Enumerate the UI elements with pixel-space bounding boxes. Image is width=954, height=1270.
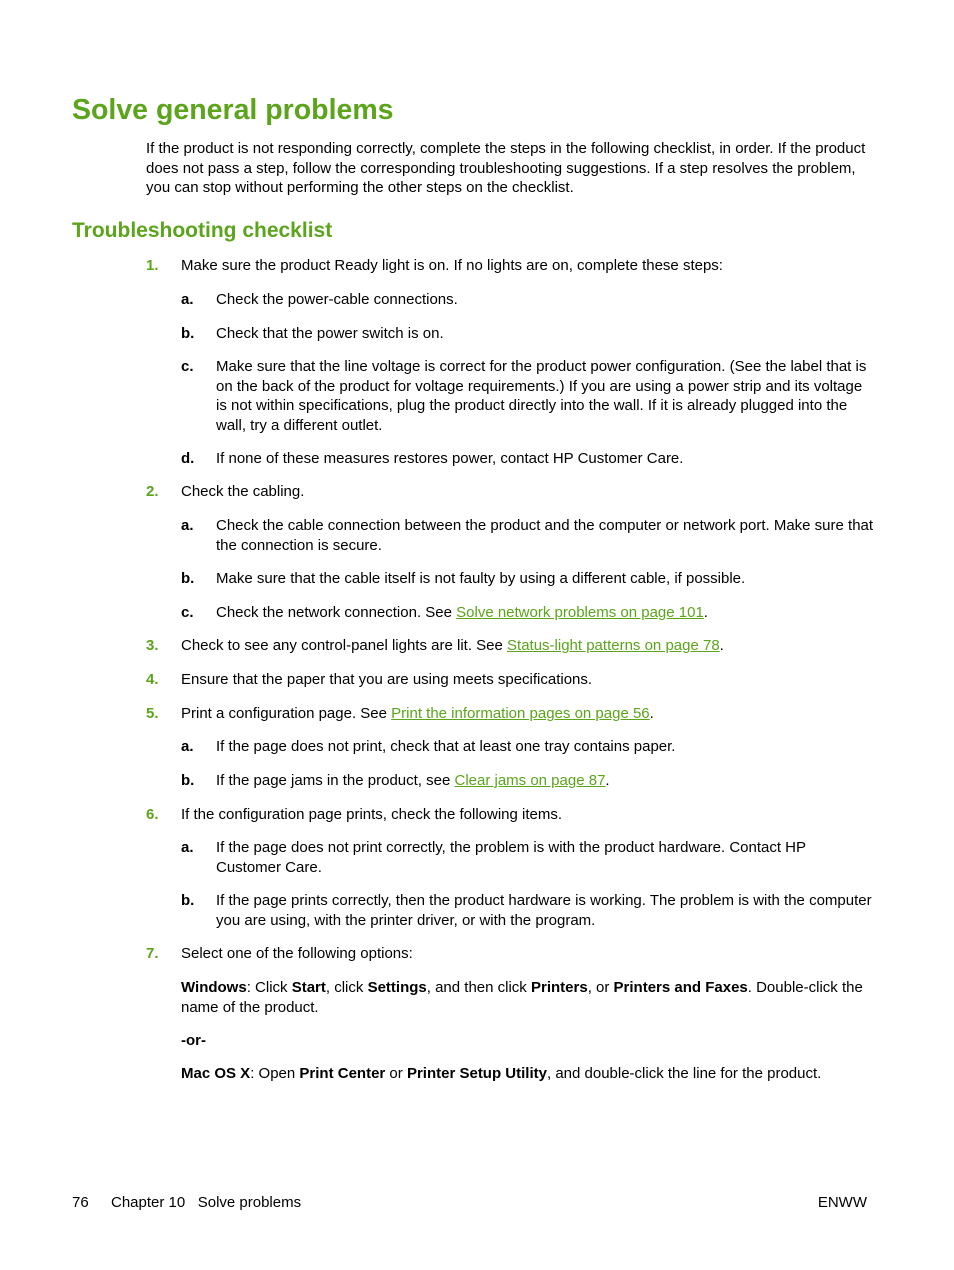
mac-paragraph	[181, 1064, 871, 1084]
text-before-link: Check the network connection. See	[216, 604, 457, 621]
step-number: 4.	[146, 671, 159, 688]
bold-settings: Settings	[367, 979, 427, 996]
sub-text: Check the power-cable connections.	[216, 291, 458, 308]
text-run: or	[385, 1065, 407, 1082]
sub-letter: a.	[181, 517, 194, 534]
sub-letter: a.	[181, 738, 194, 755]
sub-text: If the page prints correctly, then the product hardware is working. The problem is with the computer you are using, with the printer driver, or with the program.	[216, 892, 872, 929]
link-print-information-pages[interactable]: Print the information pages on page 56	[391, 705, 650, 722]
text-after-link: .	[703, 604, 708, 621]
sub-letter: b.	[181, 325, 195, 342]
sub-text: If none of these measures restores power, contact HP Customer Care.	[216, 450, 684, 467]
text-before-link: Print a configuration page. See	[181, 705, 392, 722]
section-title: Troubleshooting checklist	[72, 219, 333, 242]
text-before-link: If the page jams in the product, see	[216, 772, 455, 789]
step-number: 7.	[146, 945, 159, 962]
text-run: , or	[587, 979, 614, 996]
step-text: Make sure the product Ready light is on. If no lights are on, complete these steps:	[181, 257, 723, 274]
text-before-link: Check to see any control-panel lights are lit. See	[181, 637, 508, 654]
footer-enww: ENWW	[817, 1194, 867, 1211]
windows-paragraph	[181, 978, 871, 1017]
bold-printers: Printers	[530, 979, 588, 996]
footer-chapter: Chapter 10 Solve problems	[111, 1194, 302, 1211]
step-text: Select one of the following options:	[181, 945, 413, 962]
sub-text: Check that the power switch is on.	[216, 325, 444, 342]
step-text	[181, 636, 876, 656]
mac-label: Mac OS X	[181, 1065, 251, 1082]
sub-text	[216, 771, 876, 791]
text-after-link: .	[605, 772, 610, 789]
sub-letter: c.	[181, 358, 194, 375]
link-status-light-patterns[interactable]: Status-light patterns on page 78	[507, 637, 720, 654]
sub-text: If the page does not print, check that at least one tray contains paper.	[216, 738, 676, 755]
footer-page-number: 76	[72, 1194, 89, 1211]
text-run: : Click	[246, 979, 292, 996]
step-number: 6.	[146, 806, 159, 823]
sub-letter: c.	[181, 604, 194, 621]
sub-letter: d.	[181, 450, 195, 467]
bold-printers-and-faxes: Printers and Faxes	[613, 979, 748, 996]
link-clear-jams[interactable]: Clear jams on page 87	[454, 772, 606, 789]
sub-text: If the page does not print correctly, the problem is with the product hardware. Contact HP Customer Care.	[216, 839, 806, 876]
sub-letter: b.	[181, 570, 195, 587]
text-run: , and double-click the line for the product.	[546, 1065, 822, 1082]
step-number: 5.	[146, 705, 159, 722]
text-run: . Double-click the name of the product.	[181, 979, 863, 1016]
step-text: If the configuration page prints, check the following items.	[181, 806, 563, 823]
page-title: Solve general problems	[72, 94, 394, 126]
sub-letter: b.	[181, 892, 195, 909]
intro-paragraph: If the product is not responding correctly, complete the steps in the following checklist, in order. If the product does not pass a step, follow the corresponding troubleshooting suggestions. If a step resolves the problem, you can stop without performing the other steps on the checklist.	[146, 140, 866, 196]
text-run: : Open	[250, 1065, 300, 1082]
step-text: Ensure that the paper that you are using meets specifications.	[181, 671, 593, 688]
step-text: Check the cabling.	[181, 483, 305, 500]
step-number: 3.	[146, 637, 159, 654]
sub-text: Check the cable connection between the product and the computer or network port. Make sure that the connection is secure.	[216, 517, 874, 554]
step-number: 2.	[146, 483, 159, 500]
step-number: 1.	[146, 257, 159, 274]
text-after-link: .	[649, 705, 654, 722]
link-solve-network-problems[interactable]: Solve network problems on page 101	[456, 604, 704, 621]
sub-text: Make sure that the line voltage is correct for the product power configuration. (See the label that is on the back of the product for voltage requirements.) If you are using a power strip and its voltage is not within specifications, plug the product directly into the wall. If it is already plugged into the wall, try a different outlet.	[216, 358, 867, 434]
text-run: , and then click	[426, 979, 531, 996]
sub-letter: a.	[181, 291, 194, 308]
sub-text: Make sure that the cable itself is not faulty by using a different cable, if possible.	[216, 570, 746, 587]
bold-printer-setup-utility: Printer Setup Utility	[406, 1065, 547, 1082]
text-run: , click	[325, 979, 368, 996]
bold-start: Start	[291, 979, 326, 996]
sub-letter: b.	[181, 772, 195, 789]
sub-text	[216, 603, 876, 623]
or-text: -or-	[181, 1032, 206, 1049]
bold-print-center: Print Center	[299, 1065, 386, 1082]
windows-label: Windows	[181, 979, 247, 996]
step-text	[181, 704, 876, 724]
sub-letter: a.	[181, 839, 194, 856]
text-after-link: .	[719, 637, 724, 654]
